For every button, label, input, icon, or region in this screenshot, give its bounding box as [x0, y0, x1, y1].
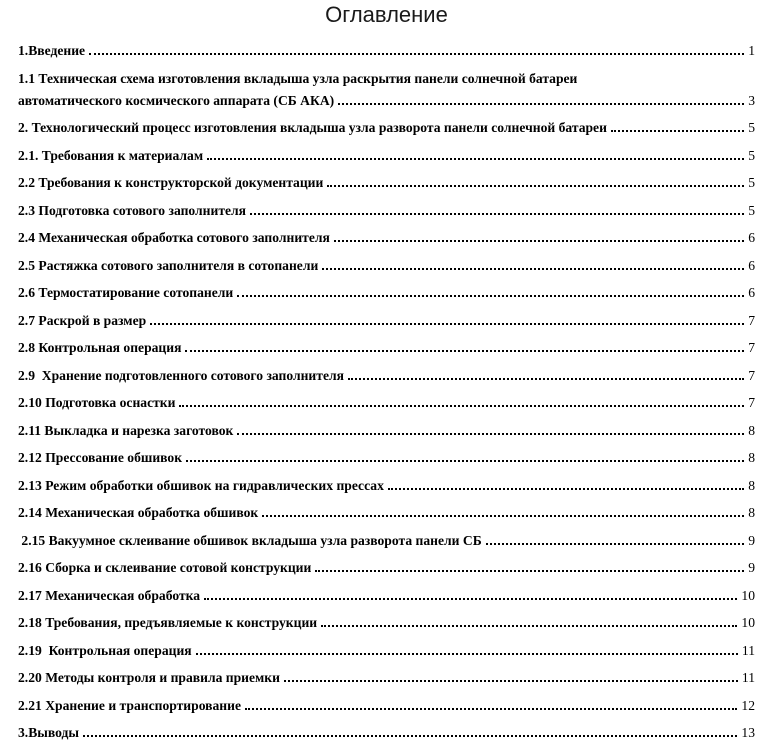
- toc-entry-label: 2.13 Режим обработки обшивок на гидравлических прессах: [18, 477, 384, 493]
- dot-leader: [327, 185, 744, 187]
- toc-entry[interactable]: [18, 502, 755, 524]
- toc-entry[interactable]: [18, 612, 755, 634]
- toc-entry-page-number: 8: [748, 450, 755, 465]
- toc-entry-page-number: 9: [748, 532, 755, 548]
- toc-entry-label: 2.5 Растяжка сотового заполнителя в сотопанели: [18, 257, 319, 273]
- dot-leader: [204, 598, 737, 600]
- toc-entry[interactable]: [18, 722, 755, 744]
- toc-entry[interactable]: [18, 40, 755, 62]
- toc-entry-line: 1.1 Техническая схема изготовления вкладыша узла раскрытия панели солнечной батареи: [18, 70, 578, 86]
- page-title: Оглавление: [325, 2, 448, 27]
- dot-leader: [83, 735, 737, 737]
- toc-entry-label: 2.11 Выкладка и нарезка заготовок: [18, 422, 234, 438]
- toc-entry[interactable]: [18, 640, 755, 662]
- toc-entry-label: 1.Введение: [18, 43, 86, 58]
- toc-entry-page-number: 6: [748, 285, 755, 300]
- toc-entry-label: 2.9 Хранение подготовленного сотового заполнителя: [18, 367, 344, 383]
- toc-entry-label: 2.20 Методы контроля и правила приемки: [18, 670, 280, 685]
- toc-entry[interactable]: [18, 255, 755, 277]
- toc-entry-page-number: 10: [741, 587, 755, 603]
- dot-leader: [262, 515, 744, 517]
- toc-entry-label: 2.1. Требования к материалам: [18, 147, 204, 163]
- toc-entry-page-number: 6: [748, 257, 755, 273]
- toc-entry-label: 2.10 Подготовка оснастки: [18, 395, 176, 410]
- dot-leader: [150, 323, 744, 325]
- toc-entry[interactable]: [18, 310, 755, 332]
- table-of-contents: [18, 40, 755, 744]
- toc-entry[interactable]: [18, 667, 755, 689]
- toc-entry[interactable]: [18, 282, 755, 304]
- toc-entry-page-number: 7: [748, 312, 755, 328]
- toc-entry-label: 2.6 Термостатирование сотопанели: [18, 285, 234, 300]
- toc-entry-label: 2.19 Контрольная операция: [18, 642, 192, 658]
- dot-leader: [322, 268, 744, 270]
- toc-entry-page-number: 12: [741, 697, 755, 713]
- toc-entry-label: автоматического космического аппарата (СБ АКА): [18, 92, 335, 108]
- toc-entry[interactable]: [18, 337, 755, 359]
- toc-entry[interactable]: [18, 585, 755, 607]
- toc-entry[interactable]: [18, 392, 755, 414]
- dot-leader: [237, 433, 744, 435]
- toc-entry-page-number: 5: [748, 147, 755, 163]
- toc-entry-label: 2.3 Подготовка сотового заполнителя: [18, 202, 247, 218]
- toc-entry-page-number: 11: [741, 670, 755, 685]
- toc-entry-page-number: 5: [748, 202, 755, 218]
- toc-entry[interactable]: [18, 145, 755, 167]
- toc-entry[interactable]: [18, 447, 755, 469]
- toc-entry[interactable]: [18, 475, 755, 497]
- toc-entry[interactable]: [18, 420, 755, 442]
- dot-leader: [334, 240, 744, 242]
- dot-leader: [611, 130, 744, 132]
- dot-leader: [284, 680, 738, 682]
- toc-entry[interactable]: [18, 227, 755, 249]
- toc-entry-page-number: 8: [748, 477, 755, 493]
- toc-entry[interactable]: [18, 557, 755, 579]
- toc-entry-page-number: 5: [748, 120, 755, 135]
- toc-entry-label: 2.7 Раскрой в размер: [18, 312, 147, 328]
- toc-entry[interactable]: [18, 172, 755, 194]
- toc-entry-page-number: 8: [748, 505, 755, 520]
- toc-entry-label: 2.21 Хранение и транспортирование: [18, 697, 241, 713]
- toc-entry-page-number: 1: [748, 43, 755, 58]
- toc-entry-label: 2.16 Сборка и склеивание сотовой конструкции: [18, 560, 312, 575]
- dot-leader: [321, 625, 737, 627]
- dot-leader: [207, 158, 744, 160]
- toc-entry-label: 2.12 Прессование обшивок: [18, 450, 183, 465]
- dot-leader: [179, 405, 744, 407]
- toc-entry[interactable]: [18, 117, 755, 139]
- toc-entry[interactable]: [18, 530, 755, 552]
- toc-entry-page-number: 10: [741, 615, 755, 630]
- toc-entry-label: 2.4 Механическая обработка сотового заполнителя: [18, 230, 330, 245]
- dot-leader: [237, 295, 744, 297]
- toc-entry-page-number: 13: [741, 725, 755, 740]
- toc-entry-page-number: 7: [748, 340, 755, 355]
- toc-entry-label: 2.18 Требования, предъявляемые к конструкции: [18, 615, 318, 630]
- toc-entry-page-number: 9: [748, 560, 755, 575]
- toc-entry-page-number: 3: [748, 92, 755, 108]
- dot-leader: [486, 543, 745, 545]
- toc-entry-label: 2.14 Механическая обработка обшивок: [18, 505, 259, 520]
- dot-leader: [196, 653, 738, 655]
- dot-leader: [348, 378, 744, 380]
- toc-entry-page-number: 6: [748, 230, 755, 245]
- toc-entry-label: 2.2 Требования к конструкторской документации: [18, 175, 324, 190]
- toc-entry[interactable]: [18, 365, 755, 387]
- toc-entry-page-number: 11: [741, 642, 755, 658]
- toc-entry[interactable]: [18, 68, 755, 112]
- toc-entry-page-number: 7: [748, 395, 755, 410]
- toc-entry-label: 3.Выводы: [18, 725, 80, 740]
- dot-leader: [186, 460, 744, 462]
- toc-entry-label: 2.8 Контрольная операция: [18, 340, 182, 355]
- toc-entry-label: 2.15 Вакуумное склеивание обшивок вкладыша узла разворота панели СБ: [18, 532, 482, 548]
- toc-entry[interactable]: [18, 200, 755, 222]
- toc-entry-page-number: 8: [748, 422, 755, 438]
- toc-entry-page-number: 7: [748, 367, 755, 383]
- toc-entry-page-number: 5: [748, 175, 755, 190]
- dot-leader: [315, 570, 744, 572]
- dot-leader: [250, 213, 744, 215]
- dot-leader: [89, 53, 744, 55]
- dot-leader: [338, 103, 744, 105]
- dot-leader: [245, 708, 737, 710]
- toc-entry-label: 2. Технологический процесс изготовления вкладыша узла разворота панели солнечной батареи: [18, 120, 607, 135]
- toc-entry[interactable]: [18, 695, 755, 717]
- dot-leader: [185, 350, 744, 352]
- dot-leader: [388, 488, 744, 490]
- toc-entry-label: 2.17 Механическая обработка: [18, 587, 201, 603]
